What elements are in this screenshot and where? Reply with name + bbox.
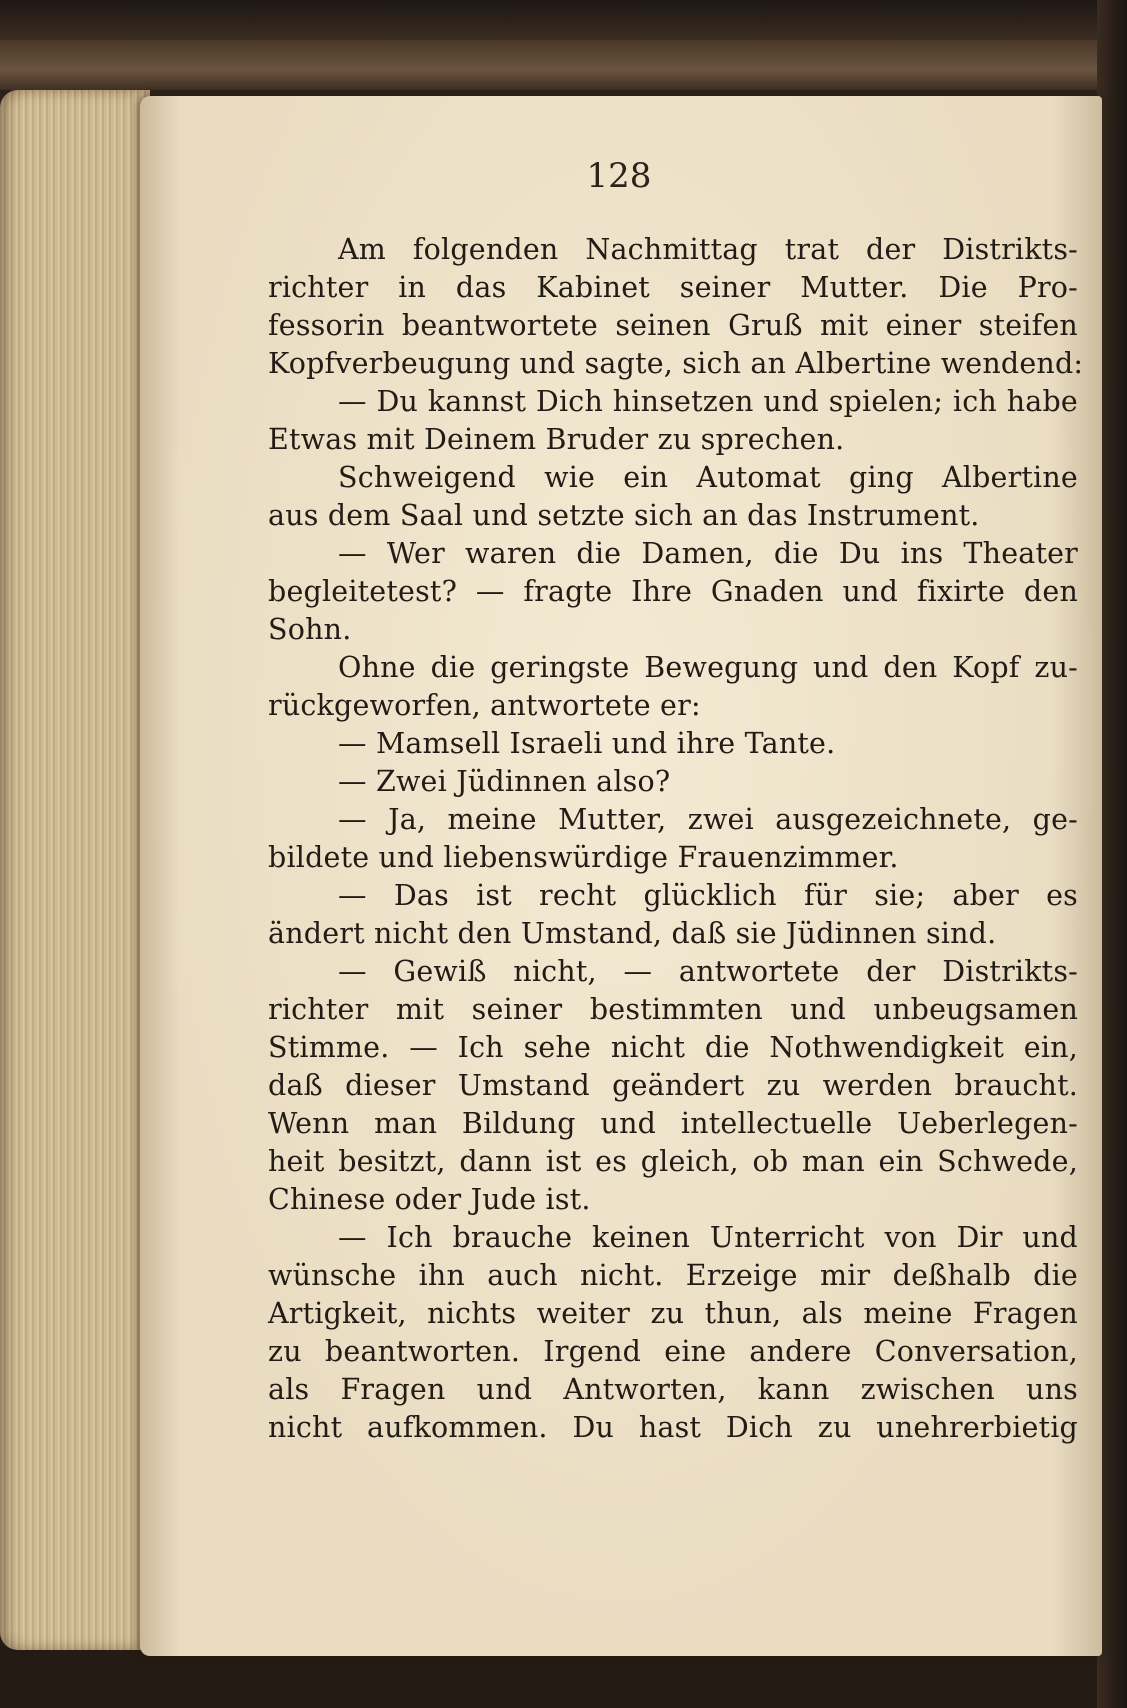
text-line: Ohne die geringste Bewegung und den Kopf zu-: [338, 651, 1078, 684]
text-line: Stimme. — Ich sehe nicht die Nothwendigkeit ein,: [268, 1031, 1078, 1064]
page-number: 128: [586, 156, 652, 196]
text-line: rückgeworfen, antwortete er:: [268, 689, 701, 722]
text-line: Am folgenden Nachmittag trat der Distrikts-: [338, 233, 1078, 266]
text-line: fessorin beantwortete seinen Gruß mit einer steifen: [268, 309, 1078, 342]
text-line: — Wer waren die Damen, die Du ins Theater: [338, 537, 1078, 570]
text-line: — Ich brauche keinen Unterricht von Dir und: [338, 1221, 1078, 1254]
text-line: aus dem Saal und setzte sich an das Instrument.: [268, 499, 980, 532]
text-line: Schweigend wie ein Automat ging Albertine: [338, 461, 1078, 494]
text-line: bildete und liebenswürdige Frauenzimmer.: [268, 841, 899, 874]
text-line: Kopfverbeugung und sagte, sich an Albertine wendend:: [268, 347, 1084, 380]
text-line: heit besitzt, dann ist es gleich, ob man ein Schwede,: [268, 1145, 1078, 1178]
book-spine: [0, 40, 1127, 90]
text-line: — Du kannst Dich hinsetzen und spielen; ich habe: [338, 385, 1078, 418]
text-line: — Mamsell Israeli und ihre Tante.: [338, 727, 836, 760]
text-line: richter mit seiner bestimmten und unbeugsamen: [268, 993, 1078, 1026]
text-line: daß dieser Umstand geändert zu werden braucht.: [268, 1069, 1078, 1102]
text-line: — Zwei Jüdinnen also?: [338, 765, 671, 798]
text-line: zu beantworten. Irgend eine andere Conversation,: [268, 1335, 1078, 1368]
text-line: — Das ist recht glücklich für sie; aber es: [338, 879, 1078, 912]
text-line: — Ja, meine Mutter, zwei ausgezeichnete, ge-: [338, 803, 1078, 836]
text-line: Artigkeit, nichts weiter zu thun, als meine Fragen: [268, 1297, 1078, 1330]
page-edges: [0, 90, 150, 1650]
text-line: Etwas mit Deinem Bruder zu sprechen.: [268, 423, 845, 456]
text-line: als Fragen und Antworten, kann zwischen uns: [268, 1373, 1078, 1406]
text-line: Sohn.: [268, 613, 352, 646]
text-line: wünsche ihn auch nicht. Erzeige mir deßhalb die: [268, 1259, 1078, 1292]
text-line: richter in das Kabinet seiner Mutter. Die Pro-: [268, 271, 1078, 304]
text-line: begleitetest? — fragte Ihre Gnaden und fixirte den: [268, 575, 1078, 608]
text-line: — Gewiß nicht, — antwortete der Distrikts-: [338, 955, 1078, 988]
text-line: Wenn man Bildung und intellectuelle Ueberlegen-: [268, 1107, 1078, 1140]
body-text: [268, 231, 1084, 1447]
text-line: ändert nicht den Umstand, daß sie Jüdinnen sind.: [268, 917, 997, 950]
text-line: nicht aufkommen. Du hast Dich zu unehrerbietig: [268, 1411, 1078, 1444]
book-page: [140, 96, 1102, 1656]
text-line: Chinese oder Jude ist.: [268, 1183, 591, 1216]
